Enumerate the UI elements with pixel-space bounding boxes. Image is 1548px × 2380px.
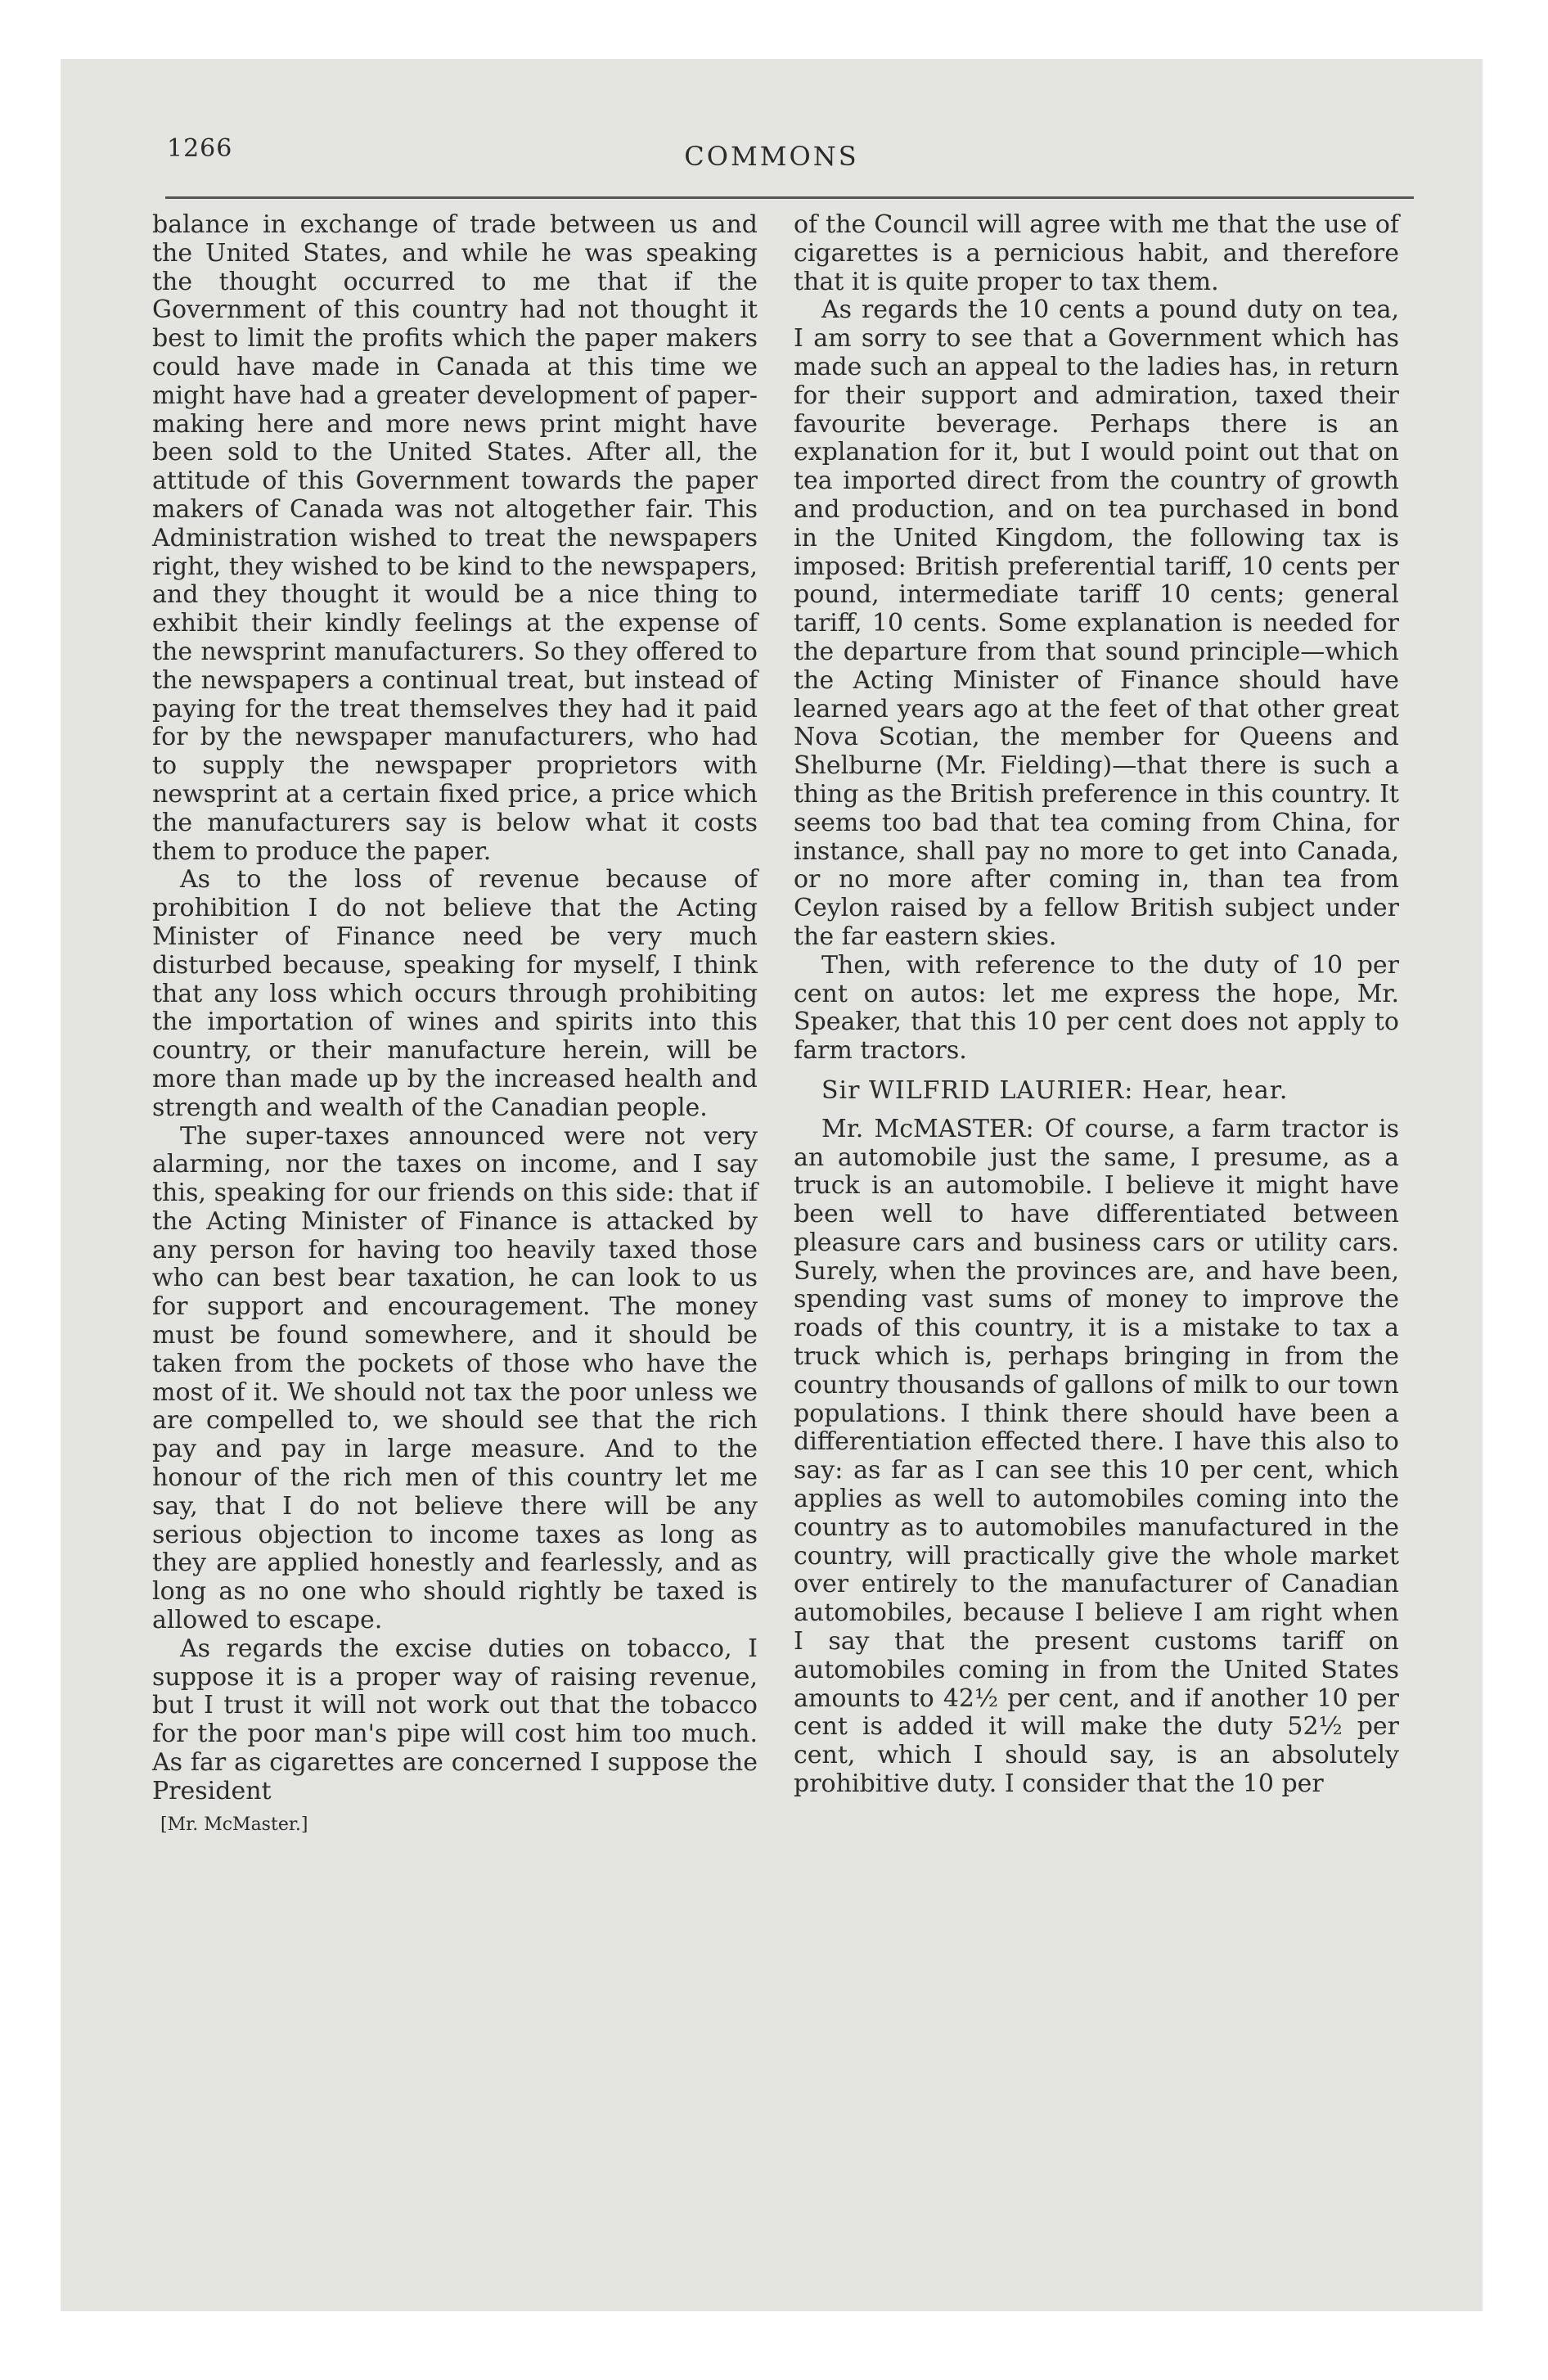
page-header xyxy=(61,59,1483,206)
page-number: 1266 xyxy=(167,134,233,163)
paragraph: balance in exchange of trade between us and the United States, and while he was speaking the thought occurred to me that if the Government of this country had not thought it best to limit the profits which the paper makers could have made in Canada at this time we might have had a greater development of paper-making here and more news print might have been sold to the United States. After all, the attitude of this Government towards the paper makers of Canada was not altogether fair. This Administration wished to treat the newspapers right, they wished to be kind to the newspapers, and they thought it would be a nice thing to exhibit their kindly feelings at the expense of the newsprint manufacturers. So they offered to the newspapers a continual treat, but instead of paying for the treat themselves they had it paid for by the newspaper manufacturers, who had to supply the newspaper proprietors with newsprint at a certain fixed price, a price which the manufacturers say is below what it costs them to produce the paper. xyxy=(152,210,758,866)
paragraph: As regards the 10 cents a pound duty on tea, I am sorry to see that a Government which has made such an appeal to the ladies has, in return for their support and admiration, taxed their favourite beverage. Perhaps there is an explanation for it, but I would point out that on tea imported direct from the country of growth and production, and on tea purchased in bond in the United Kingdom, the following tax is imposed: British preferential tariff, 10 cents per pound, intermediate tariff 10 cents; general tariff, 10 cents. Some explanation is needed for the departure from that sound principle—which the Acting Minister of Finance should have learned years ago at the feet of that other great Nova Scotian, the member for Queens and Shelburne (Mr. Fielding)—that there is such a thing as the British preference in this country. It seems too bad that tea coming from China, for instance, shall pay no more to get into Canada, or no more after coming in, than tea from Ceylon raised by a fellow British subject under the far eastern skies. xyxy=(794,295,1399,951)
right-column xyxy=(794,211,1399,1799)
running-title: COMMONS xyxy=(684,141,859,172)
left-column xyxy=(152,211,758,1839)
speaker-footer: [Mr. McMaster.] xyxy=(160,1814,308,1835)
paragraph: As to the loss of revenue because of prohibition I do not believe that the Acting Minister of Finance need be very much disturbed because, speaking for myself, I think that any loss which occurs through prohibiting the importation of wines and spirits into this country, or their manufacture herein, will be more than made up by the increased health and strength and wealth of the Canadian people. xyxy=(152,865,758,1122)
header-rule xyxy=(165,196,1414,199)
paragraph: As regards the excise duties on tobacco, I suppose it is a proper way of raising revenue, but I trust it will not work out that the tobacco for the poor man's pipe will cost him too much. As far as cigarettes are concerned I suppose the President xyxy=(152,1634,758,1805)
paragraph: Then, with reference to the duty of 10 per cent on autos: let me express the hope, Mr. Speaker, that this 10 per cent does not apply to farm tractors. xyxy=(794,950,1399,1066)
paragraph: of the Council will agree with me that the use of cigarettes is a pernicious habit, and therefore that it is quite proper to tax them. xyxy=(794,210,1399,296)
paragraph: The super-taxes announced were not very alarming, nor the taxes on income, and I say this, speaking for our friends on this side: that if the Acting Minister of Finance is attacked by any person for having too heavily taxed those who can best bear taxation, he can look to us for support and encouragement. The money must be found somewhere, and it should be taken from the pockets of those who have the most of it. We should not tax the poor unless we are compelled to, we should see that the rich pay and pay in large measure. And to the honour of the rich men of this country let me say, that I do not believe there will be any serious objection to income taxes as long as they are applied honestly and fearlessly, and as long as no one who should rightly be taxed is allowed to escape. xyxy=(152,1121,758,1635)
paragraph: Mr. McMASTER: Of course, a farm tractor is an automobile just the same, I presume, as a truck is an automobile. I believe it might have been well to have differentiated between pleasure cars and business cars or utility cars. Surely, when the provinces are, and have been, spending vast sums of money to improve the roads of this country, it is a mistake to tax a truck which is, perhaps bringing in from the country thousands of gallons of milk to our town populations. I think there should have been a differentiation effected there. I have this also to say: as far as I can see this 10 per cent, which applies as well to automobiles coming into the country as to automobiles manufactured in the country, will practically give the whole market over entirely to the manufacturer of Canadian automobiles, because I believe I am right when I say that the present customs tariff on automobiles coming in from the United States amounts to 42½ per cent, and if another 10 per cent is added it will make the duty 52½ per cent, which I should say, is an absolutely prohibitive duty. I consider that the 10 per xyxy=(794,1114,1399,1799)
scanned-page xyxy=(61,59,1483,2311)
interjection: Sir WILFRID LAURIER: Hear, hear. xyxy=(821,1075,1289,1105)
